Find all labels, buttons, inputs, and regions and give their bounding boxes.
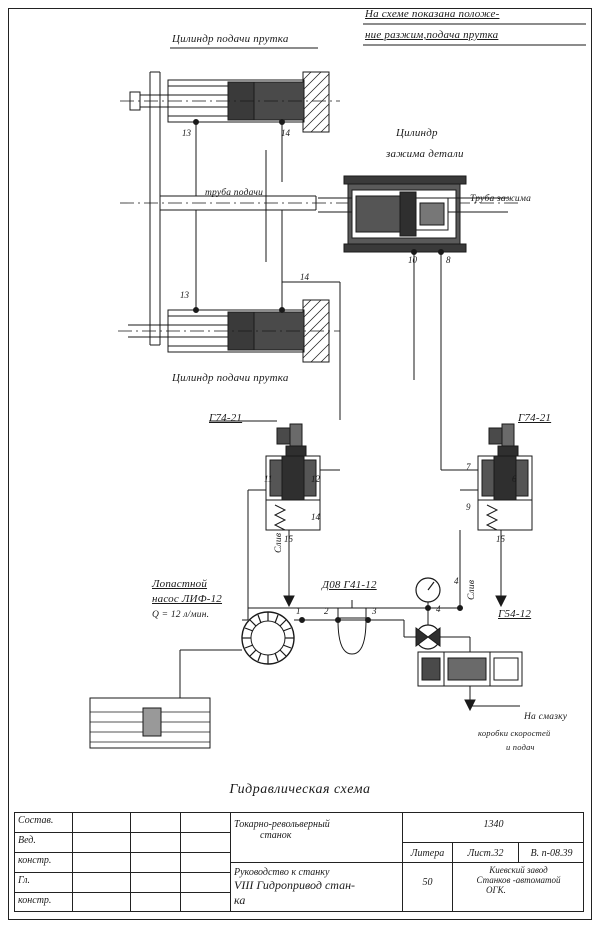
callout-6: 6 — [512, 474, 517, 484]
callout-13-bottom: 13 — [180, 290, 189, 300]
tb-page: 50 — [403, 863, 453, 912]
drawing-caption: Гидравлическая схема — [229, 782, 371, 797]
tb-date-0 — [181, 813, 231, 833]
callout-10: 10 — [408, 255, 417, 265]
note-line-2: ние разжим,подача прутка — [365, 29, 499, 41]
label-clamp-cylinder-line2: зажима детали — [386, 148, 464, 160]
tb-doc-line2: VIII Гидропривод стан- — [234, 878, 356, 892]
label-rod-feed-cylinder-top: Цилиндр подачи прутка — [172, 33, 289, 45]
tb-name-3 — [73, 873, 131, 893]
callout-9: 9 — [466, 502, 471, 512]
tb-role-1: Вед. — [15, 833, 73, 853]
label-valve-right: Г74-21 — [518, 412, 552, 424]
label-pump-line2: насос ЛИФ-12 — [152, 593, 223, 605]
tb-sign-1 — [131, 833, 181, 853]
tb-name-0 — [73, 813, 131, 833]
callout-12: 12 — [311, 474, 320, 484]
tb-role-2: констр. — [15, 853, 73, 873]
label-lube-line2: коробки скоростей — [478, 728, 551, 738]
label-lube-line3: и подач — [506, 742, 535, 752]
tb-org-line2: Станков -автоматой — [476, 874, 561, 885]
label-pump-line1: Лопастной — [152, 578, 208, 590]
label-clamp-cylinder-line1: Цилиндр — [396, 127, 438, 139]
tb-litera-label: Литера — [403, 843, 453, 863]
label-drain-left: Слив — [274, 532, 284, 553]
tb-role-4: констр. — [15, 893, 73, 912]
tb-name-4 — [73, 893, 131, 912]
tb-machine — [231, 813, 403, 863]
label-drain-right: Слив — [467, 579, 477, 600]
callout-7: 7 — [466, 462, 471, 472]
callout-4-upper: 4 — [454, 576, 459, 586]
tb-sign-4 — [131, 893, 181, 912]
label-lube-line1: На смазку — [524, 712, 568, 722]
callout-15-right: 15 — [496, 534, 505, 544]
callout-11: 11 — [264, 474, 273, 484]
callout-15-left: 15 — [284, 534, 293, 544]
tb-rev-label: В. п-08.39 — [519, 843, 584, 863]
callout-14-top: 14 — [281, 128, 290, 138]
callout-1: 1 — [296, 606, 301, 616]
callout-14-bottom: 14 — [300, 272, 309, 282]
callout-14-valve: 14 — [311, 512, 320, 522]
tb-sign-2 — [131, 853, 181, 873]
label-valve-left: Г74-21 — [209, 412, 243, 424]
tb-doc — [231, 863, 403, 912]
callout-3: 3 — [372, 606, 377, 616]
callout-2: 2 — [324, 606, 329, 616]
label-pump-flow: Q = 12 л/мин. — [152, 610, 210, 620]
tb-date-1 — [181, 833, 231, 853]
tb-doc-line1: Руководство к станку — [234, 867, 330, 878]
tb-role-3: Гл. — [15, 873, 73, 893]
label-feed-tube: труба подачи — [205, 188, 264, 198]
tb-machine-line1: Токарно-револьверный — [234, 819, 330, 830]
tb-sheet-label: Лист.32 — [453, 843, 519, 863]
note-line-1: На схеме показана положе- — [365, 8, 500, 20]
tb-org-line1: Киевский завод — [489, 865, 548, 875]
label-filter: Д08 Г41-12 — [322, 579, 377, 591]
tb-machine-line2: станок — [260, 830, 292, 841]
title-block — [14, 812, 584, 912]
tb-sign-3 — [131, 873, 181, 893]
tb-date-2 — [181, 853, 231, 873]
label-clamp-tube: Труба зажима — [470, 194, 532, 204]
tb-date-3 — [181, 873, 231, 893]
callout-4-lower: 4 — [436, 604, 441, 614]
tb-model: 1340 — [403, 813, 584, 843]
label-rod-feed-cylinder-bottom: Цилиндр подачи прутка — [172, 372, 289, 384]
tb-name-2 — [73, 853, 131, 873]
tb-org — [453, 863, 584, 912]
tb-role-0: Состав. — [15, 813, 73, 833]
callout-8: 8 — [446, 255, 451, 265]
tb-name-1 — [73, 833, 131, 853]
tb-org-line3: ОГК. — [486, 884, 506, 895]
tb-date-4 — [181, 893, 231, 912]
label-valve-g54: Г54-12 — [498, 608, 532, 620]
callout-13-top: 13 — [182, 128, 191, 138]
tb-doc-line3: ка — [234, 893, 246, 907]
tb-sign-0 — [131, 813, 181, 833]
